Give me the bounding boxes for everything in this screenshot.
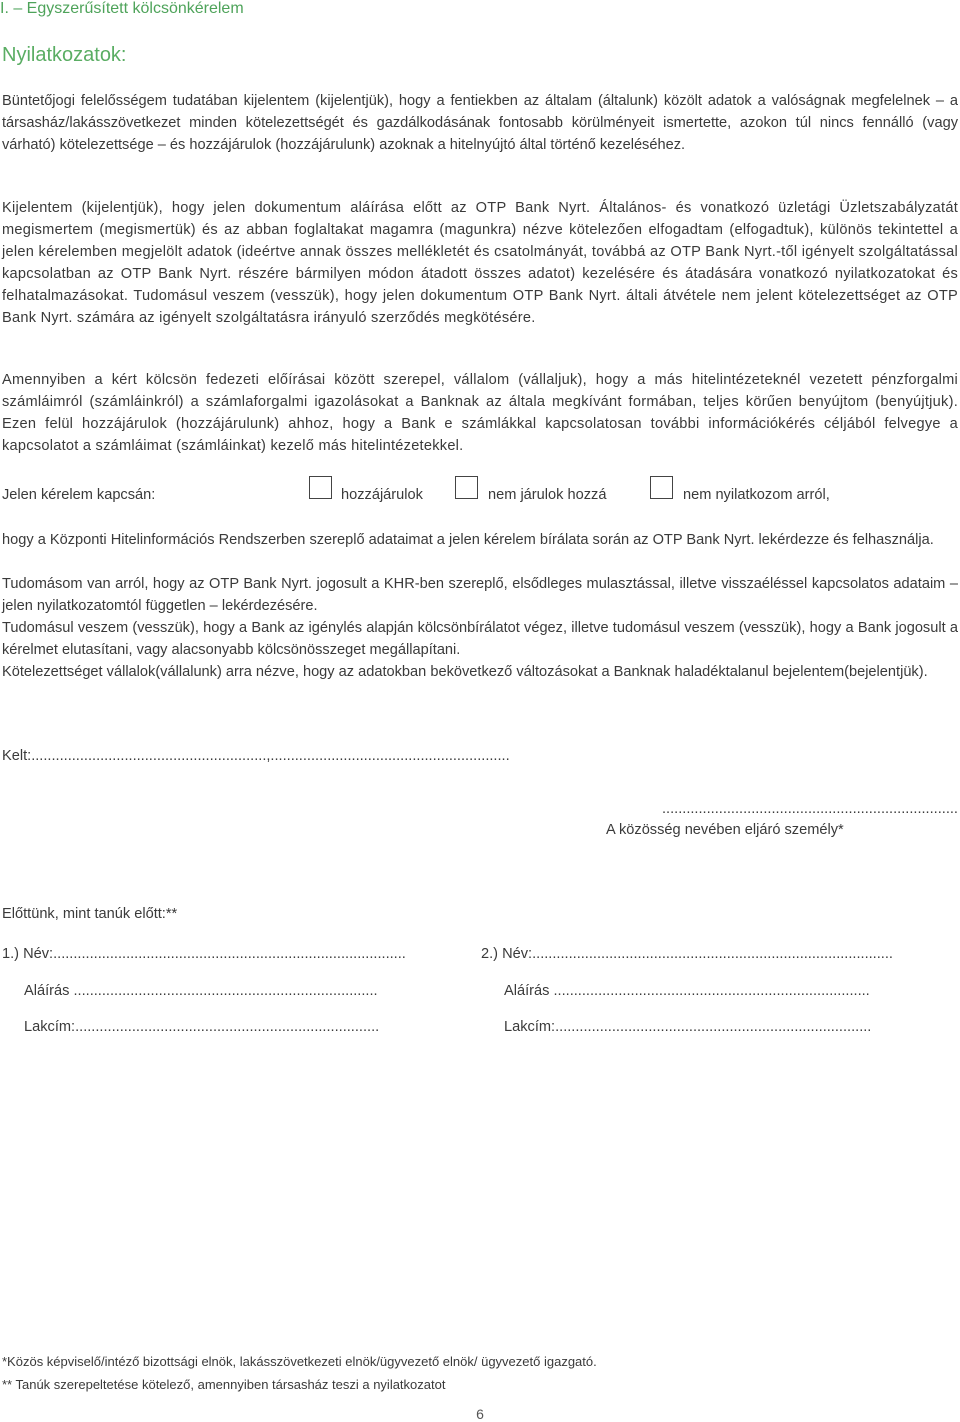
witness1-signature-field[interactable]: Aláírás ...........................................................................	[24, 983, 378, 999]
paragraph-credit-assessment: Tudomásul veszem (vesszük), hogy a Bank az igénylés alapján kölcsönbírálatot végez, illetve tudomásul veszem (vesszük), hogy a Bank jogosult a kérelmet elutasítani, vagy alacsonyabb kölcsönösszeget megállapítani.	[2, 620, 958, 658]
consent-checkbox-disagree[interactable]	[455, 476, 478, 499]
witness2-signature-field[interactable]: Aláírás ..............................................................................	[504, 983, 870, 999]
witness1-name-field[interactable]: 1.) Név:.......................................................................................	[2, 946, 406, 962]
consent-option-no-statement: nem nyilatkozom arról,	[683, 487, 830, 503]
consent-option-agree: hozzájárulok	[341, 487, 423, 503]
consent-option-disagree: nem járulok hozzá	[488, 487, 607, 503]
footnote-witnesses: ** Tanúk szerepeltetése kötelező, amennyiben társasház teszi a nyilatkozatot	[2, 1377, 446, 1392]
breadcrumb: I. – Egyszerűsített kölcsönkérelem	[0, 0, 244, 17]
witness2-name-field[interactable]: 2.) Név:.........................................................................................	[481, 946, 893, 962]
page-number: 6	[476, 1406, 484, 1422]
witnesses-heading: Előttünk, mint tanúk előtt:**	[2, 906, 178, 922]
consent-checkbox-no-statement[interactable]	[650, 476, 673, 499]
witness1-address-field[interactable]: Lakcím:...........................................................................	[24, 1019, 380, 1035]
paragraph-khr-query: hogy a Központi Hitelinformációs Rendszerben szereplő adataimat a jelen kérelem bírálata során az OTP Bank Nyrt. lekérdezze és felhasználja.	[2, 532, 934, 548]
consent-checkbox-agree[interactable]	[309, 476, 332, 499]
paragraph-khr-rights: Tudomásom van arról, hogy az OTP Bank Nyrt. jogosult a KHR-ben szereplő, elsődleges mulasztással, illetve visszaéléssel kapcsolatos adataim – jelen nyilatkozatomtól független – lekérdezésére.	[2, 576, 958, 614]
section-title: Nyilatkozatok:	[2, 44, 127, 66]
footnote-representative: *Közös képviselő/intéző bizottsági elnök, lakásszövetkezeti elnök/ügyvezető elnök/ ügyvezető igazgató.	[2, 1354, 597, 1369]
consent-label: Jelen kérelem kapcsán:	[2, 487, 156, 503]
place-date-field[interactable]: Kelt:..........................................................,...........................................................	[2, 748, 510, 764]
paragraph-change-notification: Kötelezettséget vállalok(vállalunk) arra nézve, hogy az adatokban bekövetkező változásokat a Banknak haladéktalanul bejelentem(bejelentjük).	[2, 664, 928, 680]
paragraph-terms-acknowledgement: Kijelentem (kijelentjük), hogy jelen dokumentum aláírása előtt az OTP Bank Nyrt. Általános- és vonatkozó üzletági Üzletszabályzatát megismertem (megismertük) és az abban foglaltakat magamra (magunkra) nézve kötelezően elfogadtam (elfogadtuk), különös tekintettel a jelen kérelemben megjelölt adatok (ideértve annak összes mellékletét és csatolmányát, továbbá az OTP Bank Nyrt.-től igényelt szolgáltatással kapcsolatban az OTP Bank Nyrt. részére bármilyen módon átadott összes adatot) kezelésére és átadására vonatkozó nyilatkozatokat és felhatalmazásokat. Tudomásul veszem (vesszük), hogy jelen dokumentum OTP Bank Nyrt. általi átvétele nem jelent kötelezettséget az OTP Bank Nyrt. számára az igényelt szolgáltatásra irányuló szerződés megkötésére.	[2, 200, 958, 326]
paragraph-liability-statement: Büntetőjogi felelősségem tudatában kijelentem (kijelentjük), hogy a fentiekben az általam (általunk) közölt adatok a valóságnak megfelelnek – a társasház/lakásszövetkezet minden kötelezettségét és gazdálkodásának fontosabb körülményeit ismertette, azokon túl nincs fennálló (vagy várható) kötelezettsége – és hozzájárulok (hozzájárulunk) azoknak a hitelnyújtó által történő kezeléséhez.	[2, 93, 958, 153]
paragraph-account-statements: Amennyiben a kért kölcsön fedezeti előírásai között szerepel, vállalom (vállaljuk), hogy a más hitelintézeteknél vezetett pénzforgalmi számláimról (számláinkról) a számlaforgalmi igazolásokat a Banknak az általa megkívánt formában, teljes körűen benyújtom (benyújtjuk). Ezen felül hozzájárulok (hozzájárulunk) ahhoz, hogy a Bank e számlákkal kapcsolatosan további információkérés céljából felvegye a kapcsolatot a számláimat (számláinkat) kezelő más hitelintézetekkel.	[2, 372, 958, 454]
signer-label: A közösség nevében eljáró személy*	[606, 822, 844, 838]
khr-consent-row	[2, 476, 958, 510]
signer-signature-line[interactable]: .........................................................................	[662, 801, 958, 817]
witness2-address-field[interactable]: Lakcím:..............................................................................	[504, 1019, 872, 1035]
